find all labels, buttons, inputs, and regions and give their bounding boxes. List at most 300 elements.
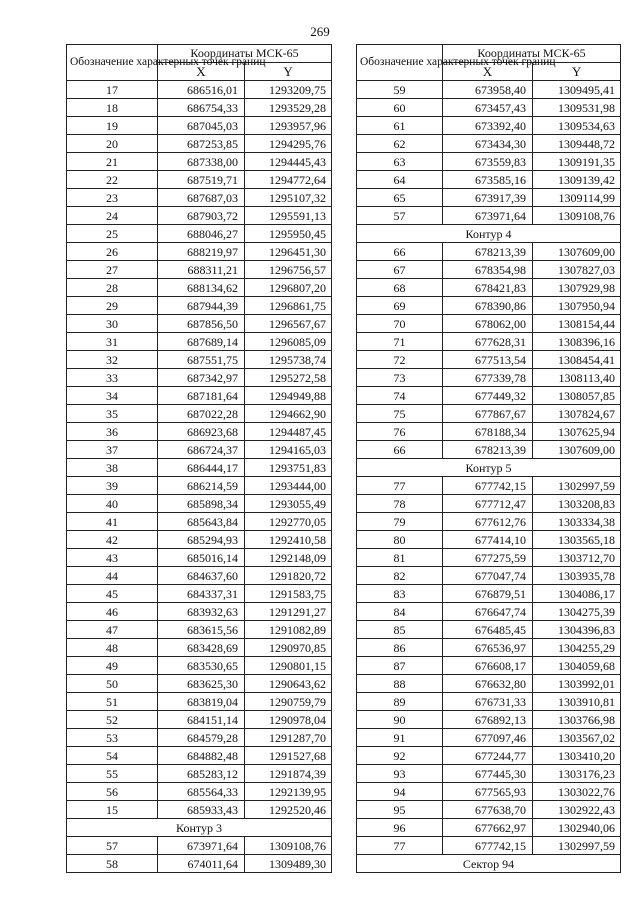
coordinates-table-right — [356, 44, 621, 873]
y-coordinate: 1307824,67 — [533, 405, 621, 423]
table-row — [357, 657, 621, 675]
x-coordinate: 688046,27 — [158, 225, 245, 243]
table-row — [357, 243, 621, 261]
point-number: 66 — [357, 441, 443, 459]
y-coordinate: 1302997,59 — [533, 837, 621, 855]
x-coordinate: 684637,60 — [158, 567, 245, 585]
y-coordinate: 1294949,88 — [245, 387, 332, 405]
x-coordinate: 677742,15 — [443, 477, 533, 495]
point-number: 44 — [67, 567, 158, 585]
x-coordinate: 688219,97 — [158, 243, 245, 261]
point-number: 58 — [67, 855, 158, 873]
table-row — [357, 351, 621, 369]
point-number: 60 — [357, 99, 443, 117]
y-coordinate: 1290759,79 — [245, 693, 332, 711]
point-number: 30 — [67, 315, 158, 333]
table-row — [67, 693, 332, 711]
point-number: 56 — [67, 783, 158, 801]
point-number: 55 — [67, 765, 158, 783]
point-number: 27 — [67, 261, 158, 279]
y-coordinate: 1304275,39 — [533, 603, 621, 621]
y-coordinate: 1292148,09 — [245, 549, 332, 567]
table-row — [357, 441, 621, 459]
x-coordinate: 678354,98 — [443, 261, 533, 279]
table-row — [357, 405, 621, 423]
x-coordinate: 684579,28 — [158, 729, 245, 747]
y-coordinate: 1296567,67 — [245, 315, 332, 333]
x-coordinate: 676632,80 — [443, 675, 533, 693]
x-coordinate: 677047,74 — [443, 567, 533, 585]
y-coordinate: 1291527,68 — [245, 747, 332, 765]
x-coordinate: 683932,63 — [158, 603, 245, 621]
table-row — [67, 369, 332, 387]
table-row — [357, 261, 621, 279]
point-number: 84 — [357, 603, 443, 621]
table-row — [357, 369, 621, 387]
x-coordinate: 685016,14 — [158, 549, 245, 567]
header-coordinates: Координаты МСК-65 — [158, 45, 332, 63]
contour-label: Сектор 94 — [357, 855, 621, 873]
x-coordinate: 673971,64 — [158, 837, 245, 855]
table-row — [67, 495, 332, 513]
page-number: 269 — [310, 24, 330, 39]
point-number: 29 — [67, 297, 158, 315]
y-coordinate: 1304255,29 — [533, 639, 621, 657]
y-coordinate: 1307609,00 — [533, 441, 621, 459]
table-row — [357, 333, 621, 351]
point-number: 42 — [67, 531, 158, 549]
x-coordinate: 686444,17 — [158, 459, 245, 477]
point-number: 28 — [67, 279, 158, 297]
table-row — [67, 279, 332, 297]
y-coordinate: 1309114,99 — [533, 189, 621, 207]
point-number: 38 — [67, 459, 158, 477]
x-coordinate: 683615,56 — [158, 621, 245, 639]
y-coordinate: 1302997,59 — [533, 477, 621, 495]
x-coordinate: 685933,43 — [158, 801, 245, 819]
table-row — [357, 171, 621, 189]
x-coordinate: 686724,37 — [158, 441, 245, 459]
x-coordinate: 677445,30 — [443, 765, 533, 783]
x-coordinate: 686516,01 — [158, 81, 245, 99]
table-row — [67, 117, 332, 135]
point-number: 47 — [67, 621, 158, 639]
y-coordinate: 1296861,75 — [245, 297, 332, 315]
table-row — [357, 603, 621, 621]
point-number: 17 — [67, 81, 158, 99]
y-coordinate: 1290970,85 — [245, 639, 332, 657]
point-number: 36 — [67, 423, 158, 441]
y-coordinate: 1295738,74 — [245, 351, 332, 369]
table-row — [67, 405, 332, 423]
x-coordinate: 678213,39 — [443, 243, 533, 261]
table-row — [67, 387, 332, 405]
point-number: 65 — [357, 189, 443, 207]
x-coordinate: 685294,93 — [158, 531, 245, 549]
y-coordinate: 1309108,76 — [533, 207, 621, 225]
x-coordinate: 683819,04 — [158, 693, 245, 711]
point-number: 20 — [67, 135, 158, 153]
y-coordinate: 1290643,62 — [245, 675, 332, 693]
table-row — [67, 135, 332, 153]
table-row — [357, 531, 621, 549]
table-row — [357, 387, 621, 405]
x-coordinate: 678421,83 — [443, 279, 533, 297]
x-coordinate: 687856,50 — [158, 315, 245, 333]
point-number: 61 — [357, 117, 443, 135]
table-row — [357, 153, 621, 171]
table-row — [67, 99, 332, 117]
table-row — [357, 693, 621, 711]
contour-row — [357, 459, 621, 477]
y-coordinate: 1293529,28 — [245, 99, 332, 117]
table-row — [67, 459, 332, 477]
y-coordinate: 1302922,43 — [533, 801, 621, 819]
point-number: 34 — [67, 387, 158, 405]
y-coordinate: 1295272,58 — [245, 369, 332, 387]
y-coordinate: 1296807,20 — [245, 279, 332, 297]
contour-row — [67, 819, 332, 837]
point-number: 49 — [67, 657, 158, 675]
y-coordinate: 1295591,13 — [245, 207, 332, 225]
point-number: 52 — [67, 711, 158, 729]
x-coordinate: 678188,34 — [443, 423, 533, 441]
table-row — [357, 189, 621, 207]
point-number: 88 — [357, 675, 443, 693]
point-number: 77 — [357, 477, 443, 495]
point-number: 45 — [67, 585, 158, 603]
point-number: 66 — [357, 243, 443, 261]
table-row — [67, 441, 332, 459]
x-coordinate: 687903,72 — [158, 207, 245, 225]
point-number: 57 — [67, 837, 158, 855]
point-number: 62 — [357, 135, 443, 153]
table-row — [67, 567, 332, 585]
y-coordinate: 1309108,76 — [245, 837, 332, 855]
table-row — [357, 837, 621, 855]
y-coordinate: 1296756,57 — [245, 261, 332, 279]
point-number: 81 — [357, 549, 443, 567]
left-table-body — [67, 81, 332, 873]
contour-label: Контур 5 — [357, 459, 621, 477]
y-coordinate: 1292139,95 — [245, 783, 332, 801]
x-coordinate: 677612,76 — [443, 513, 533, 531]
table-row — [67, 315, 332, 333]
x-coordinate: 677097,46 — [443, 729, 533, 747]
table-row — [357, 117, 621, 135]
x-coordinate: 676731,33 — [443, 693, 533, 711]
point-number: 46 — [67, 603, 158, 621]
point-number: 50 — [67, 675, 158, 693]
y-coordinate: 1308396,16 — [533, 333, 621, 351]
y-coordinate: 1291874,39 — [245, 765, 332, 783]
y-coordinate: 1304059,68 — [533, 657, 621, 675]
y-coordinate: 1294445,43 — [245, 153, 332, 171]
x-coordinate: 683530,65 — [158, 657, 245, 675]
y-coordinate: 1303766,98 — [533, 711, 621, 729]
table-row — [67, 783, 332, 801]
x-coordinate: 677513,54 — [443, 351, 533, 369]
y-coordinate: 1291082,89 — [245, 621, 332, 639]
x-coordinate: 673917,39 — [443, 189, 533, 207]
x-coordinate: 677244,77 — [443, 747, 533, 765]
x-coordinate: 677712,47 — [443, 495, 533, 513]
y-coordinate: 1309531,98 — [533, 99, 621, 117]
table-row — [67, 855, 332, 873]
header-x: X — [158, 63, 245, 81]
table-row — [67, 81, 332, 99]
point-number: 82 — [357, 567, 443, 585]
table-row — [67, 351, 332, 369]
y-coordinate: 1296085,09 — [245, 333, 332, 351]
contour-label: Контур 4 — [357, 225, 621, 243]
table-row — [357, 639, 621, 657]
table-row — [67, 549, 332, 567]
y-coordinate: 1309489,30 — [245, 855, 332, 873]
point-number: 18 — [67, 99, 158, 117]
point-number: 72 — [357, 351, 443, 369]
y-coordinate: 1307625,94 — [533, 423, 621, 441]
point-number: 54 — [67, 747, 158, 765]
point-number: 87 — [357, 657, 443, 675]
point-number: 57 — [357, 207, 443, 225]
point-number: 25 — [67, 225, 158, 243]
table-row — [357, 81, 621, 99]
table-row — [67, 603, 332, 621]
y-coordinate: 1291583,75 — [245, 585, 332, 603]
table-row — [67, 297, 332, 315]
point-number: 51 — [67, 693, 158, 711]
point-number: 71 — [357, 333, 443, 351]
x-coordinate: 683625,30 — [158, 675, 245, 693]
table-row — [67, 639, 332, 657]
x-coordinate: 687022,28 — [158, 405, 245, 423]
y-coordinate: 1295107,32 — [245, 189, 332, 207]
table-row — [67, 585, 332, 603]
x-coordinate: 673392,40 — [443, 117, 533, 135]
y-coordinate: 1294295,76 — [245, 135, 332, 153]
point-number: 80 — [357, 531, 443, 549]
point-number: 83 — [357, 585, 443, 603]
x-coordinate: 676647,74 — [443, 603, 533, 621]
y-coordinate: 1308154,44 — [533, 315, 621, 333]
table-row — [67, 657, 332, 675]
x-coordinate: 677742,15 — [443, 837, 533, 855]
header-y: Y — [245, 63, 332, 81]
point-number: 67 — [357, 261, 443, 279]
y-coordinate: 1294772,64 — [245, 171, 332, 189]
point-number: 23 — [67, 189, 158, 207]
table-row — [357, 315, 621, 333]
header-y: Y — [533, 63, 621, 81]
table-row — [357, 765, 621, 783]
point-number: 79 — [357, 513, 443, 531]
table-row — [67, 675, 332, 693]
y-coordinate: 1303334,38 — [533, 513, 621, 531]
point-number: 91 — [357, 729, 443, 747]
x-coordinate: 685283,12 — [158, 765, 245, 783]
x-coordinate: 676892,13 — [443, 711, 533, 729]
y-coordinate: 1292770,05 — [245, 513, 332, 531]
x-coordinate: 687253,85 — [158, 135, 245, 153]
point-number: 90 — [357, 711, 443, 729]
y-coordinate: 1296451,30 — [245, 243, 332, 261]
x-coordinate: 684151,14 — [158, 711, 245, 729]
table-row — [67, 765, 332, 783]
point-number: 31 — [67, 333, 158, 351]
header-x: X — [443, 63, 533, 81]
x-coordinate: 686754,33 — [158, 99, 245, 117]
x-coordinate: 677449,32 — [443, 387, 533, 405]
y-coordinate: 1303910,81 — [533, 693, 621, 711]
x-coordinate: 677414,10 — [443, 531, 533, 549]
point-number: 93 — [357, 765, 443, 783]
point-number: 95 — [357, 801, 443, 819]
y-coordinate: 1309534,63 — [533, 117, 621, 135]
table-row — [67, 333, 332, 351]
table-row — [357, 495, 621, 513]
y-coordinate: 1290978,04 — [245, 711, 332, 729]
y-coordinate: 1303410,20 — [533, 747, 621, 765]
point-number: 86 — [357, 639, 443, 657]
x-coordinate: 686923,68 — [158, 423, 245, 441]
y-coordinate: 1308057,85 — [533, 387, 621, 405]
y-coordinate: 1303208,83 — [533, 495, 621, 513]
point-number: 69 — [357, 297, 443, 315]
contour-label: Контур 3 — [67, 819, 332, 837]
point-number: 77 — [357, 837, 443, 855]
y-coordinate: 1309191,35 — [533, 153, 621, 171]
y-coordinate: 1303712,70 — [533, 549, 621, 567]
point-number: 76 — [357, 423, 443, 441]
x-coordinate: 677638,70 — [443, 801, 533, 819]
point-number: 40 — [67, 495, 158, 513]
x-coordinate: 677339,78 — [443, 369, 533, 387]
table-row — [357, 675, 621, 693]
point-number: 85 — [357, 621, 443, 639]
x-coordinate: 677275,59 — [443, 549, 533, 567]
point-number: 33 — [67, 369, 158, 387]
point-number: 32 — [67, 351, 158, 369]
table-row — [357, 783, 621, 801]
x-coordinate: 678390,86 — [443, 297, 533, 315]
y-coordinate: 1304396,83 — [533, 621, 621, 639]
header-designation: Обозначение характерных точек границ — [67, 45, 158, 81]
table-row — [67, 837, 332, 855]
x-coordinate: 685643,84 — [158, 513, 245, 531]
table-row — [357, 513, 621, 531]
x-coordinate: 677867,67 — [443, 405, 533, 423]
y-coordinate: 1303176,23 — [533, 765, 621, 783]
x-coordinate: 684882,48 — [158, 747, 245, 765]
table-row — [67, 513, 332, 531]
x-coordinate: 674011,64 — [158, 855, 245, 873]
point-number: 68 — [357, 279, 443, 297]
y-coordinate: 1309448,72 — [533, 135, 621, 153]
y-coordinate: 1294662,90 — [245, 405, 332, 423]
table-row — [67, 801, 332, 819]
y-coordinate: 1291287,70 — [245, 729, 332, 747]
x-coordinate: 687338,00 — [158, 153, 245, 171]
x-coordinate: 688311,21 — [158, 261, 245, 279]
x-coordinate: 687181,64 — [158, 387, 245, 405]
contour-row — [357, 225, 621, 243]
table-row — [67, 261, 332, 279]
point-number: 63 — [357, 153, 443, 171]
table-row — [67, 153, 332, 171]
x-coordinate: 673958,40 — [443, 81, 533, 99]
point-number: 53 — [67, 729, 158, 747]
table-row — [67, 225, 332, 243]
x-coordinate: 687342,97 — [158, 369, 245, 387]
y-coordinate: 1308113,40 — [533, 369, 621, 387]
point-number: 78 — [357, 495, 443, 513]
point-number: 35 — [67, 405, 158, 423]
x-coordinate: 687944,39 — [158, 297, 245, 315]
table-row — [67, 477, 332, 495]
point-number: 96 — [357, 819, 443, 837]
point-number: 37 — [67, 441, 158, 459]
table-row — [67, 621, 332, 639]
point-number: 24 — [67, 207, 158, 225]
point-number: 92 — [357, 747, 443, 765]
y-coordinate: 1303567,02 — [533, 729, 621, 747]
y-coordinate: 1307827,03 — [533, 261, 621, 279]
table-row — [67, 423, 332, 441]
x-coordinate: 687687,03 — [158, 189, 245, 207]
y-coordinate: 1291291,27 — [245, 603, 332, 621]
x-coordinate: 678213,39 — [443, 441, 533, 459]
point-number: 21 — [67, 153, 158, 171]
point-number: 19 — [67, 117, 158, 135]
table-row — [67, 747, 332, 765]
point-number: 43 — [67, 549, 158, 567]
point-number: 74 — [357, 387, 443, 405]
y-coordinate: 1293209,75 — [245, 81, 332, 99]
y-coordinate: 1293751,83 — [245, 459, 332, 477]
y-coordinate: 1307609,00 — [533, 243, 621, 261]
x-coordinate: 676485,45 — [443, 621, 533, 639]
table-row — [357, 819, 621, 837]
x-coordinate: 687689,14 — [158, 333, 245, 351]
table-row — [67, 171, 332, 189]
y-coordinate: 1309495,41 — [533, 81, 621, 99]
x-coordinate: 673585,16 — [443, 171, 533, 189]
table-row — [357, 729, 621, 747]
y-coordinate: 1307929,98 — [533, 279, 621, 297]
table-row — [357, 423, 621, 441]
y-coordinate: 1293055,49 — [245, 495, 332, 513]
y-coordinate: 1295950,45 — [245, 225, 332, 243]
point-number: 48 — [67, 639, 158, 657]
y-coordinate: 1292410,58 — [245, 531, 332, 549]
x-coordinate: 673971,64 — [443, 207, 533, 225]
y-coordinate: 1294165,03 — [245, 441, 332, 459]
x-coordinate: 685898,34 — [158, 495, 245, 513]
x-coordinate: 687045,03 — [158, 117, 245, 135]
table-row — [357, 747, 621, 765]
point-number: 89 — [357, 693, 443, 711]
x-coordinate: 687551,75 — [158, 351, 245, 369]
point-number: 73 — [357, 369, 443, 387]
x-coordinate: 677628,31 — [443, 333, 533, 351]
header-coordinates: Координаты МСК-65 — [443, 45, 621, 63]
x-coordinate: 673457,43 — [443, 99, 533, 117]
right-table-body — [357, 81, 621, 873]
y-coordinate: 1307950,94 — [533, 297, 621, 315]
point-number: 94 — [357, 783, 443, 801]
y-coordinate: 1302940,06 — [533, 819, 621, 837]
